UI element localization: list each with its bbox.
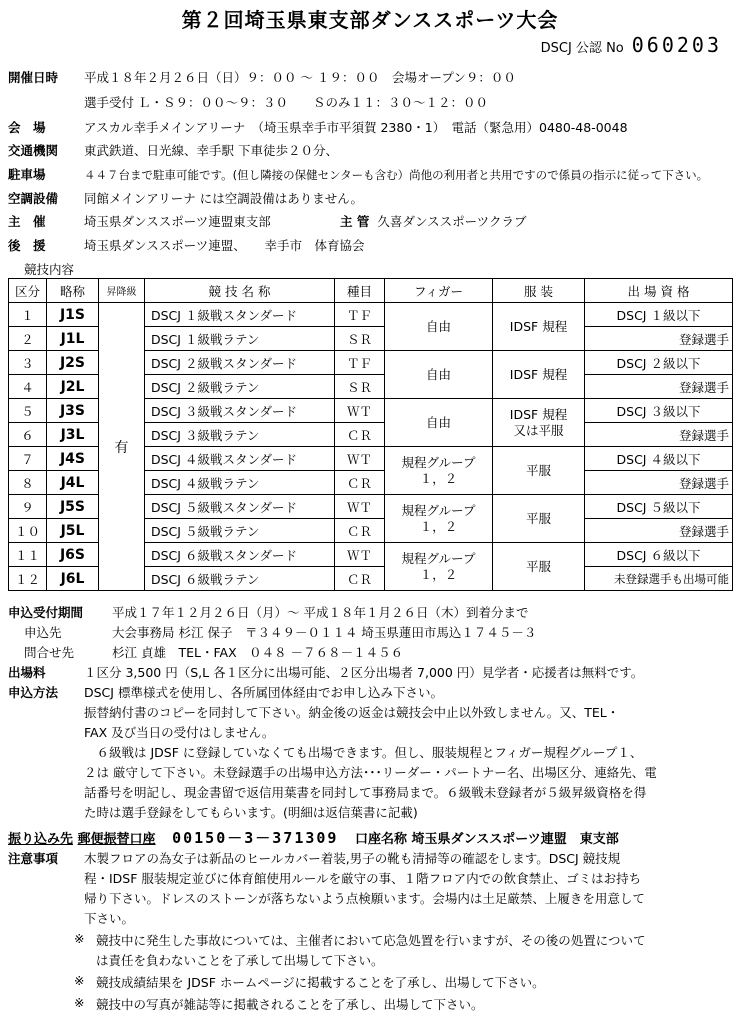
period-label: 申込受付期間 xyxy=(8,605,84,620)
venue-label: 会 場 xyxy=(8,120,46,135)
code-cell: J2S xyxy=(47,351,99,375)
approval-value: 060203 xyxy=(631,33,722,57)
code-cell: J3L xyxy=(47,423,99,447)
division-cell: ９ xyxy=(9,495,47,519)
qualification-cell: 登録選手 xyxy=(585,327,733,351)
remark-line: 競技成績結果を JDSF ホームページに掲載することを了承し、出場して下さい。 xyxy=(96,975,545,990)
qualification-cell: 登録選手 xyxy=(585,519,733,543)
remark-item xyxy=(8,973,732,993)
method-line: DSCJ 標準様式を使用し、各所属団体経由でお申し込み下さい。 xyxy=(84,685,443,700)
competition-name-cell: DSCJ ６級戦スタンダード xyxy=(145,543,335,567)
header-event: 種目 xyxy=(335,279,385,303)
figure-cell xyxy=(385,399,493,447)
dress-line: 平服 xyxy=(525,510,551,526)
figure-cell xyxy=(385,447,493,495)
remark-text xyxy=(96,931,646,971)
code-cell: J6L xyxy=(47,567,99,591)
figure-cell xyxy=(385,543,493,591)
notes-row xyxy=(8,849,732,929)
figure-line: 自由 xyxy=(425,318,451,334)
qualification-cell: DSCJ ６級以下 xyxy=(585,543,733,567)
reception-value: 選手受付 Ｌ・Ｓ９：００～９：３０ Ｓのみ１１：３０～１２：００ xyxy=(84,95,488,110)
parking-label: 駐車場 xyxy=(8,167,46,182)
period-row xyxy=(8,603,732,623)
competition-name-cell: DSCJ ３級戦ラテン xyxy=(145,423,335,447)
division-cell: ７ xyxy=(9,447,47,471)
parking-value: ４４７台まで駐車可能です。(但し隣接の保健センターも含む）尚他の利用者と共用ですので係員の指示に従って下さい。 xyxy=(84,168,709,182)
division-cell: １２ xyxy=(9,567,47,591)
organizer-label: 主 催 xyxy=(8,214,46,229)
organizer-value: 埼玉県ダンススポーツ連盟東支部 xyxy=(84,214,271,229)
remark-item xyxy=(8,995,732,1015)
competition-name-cell: DSCJ ２級戦スタンダード xyxy=(145,351,335,375)
bank-row xyxy=(8,827,732,849)
dress-cell xyxy=(493,543,585,591)
support-label: 後 援 xyxy=(8,238,46,253)
remarks-list xyxy=(8,931,732,1015)
remark-item xyxy=(8,931,732,971)
division-cell: ８ xyxy=(9,471,47,495)
document-title: 第２回埼玉県東支部ダンススポーツ大会 xyxy=(181,8,559,32)
code-cell: J4L xyxy=(47,471,99,495)
competition-name-cell: DSCJ ４級戦ラテン xyxy=(145,471,335,495)
parking-row xyxy=(8,165,708,183)
header-code: 略称 xyxy=(47,279,99,303)
code-cell: J2L xyxy=(47,375,99,399)
event-cell: ＣＲ xyxy=(335,519,385,543)
dress-line: 平服 xyxy=(525,462,551,478)
figure-line: １，２ xyxy=(419,566,458,582)
manager-value: 久喜ダンススポーツクラブ xyxy=(377,214,527,229)
date-row xyxy=(8,68,516,86)
dress-cell xyxy=(493,351,585,399)
qualification-cell: DSCJ ２級以下 xyxy=(585,351,733,375)
header-division: 区分 xyxy=(9,279,47,303)
event-cell: ＴＦ xyxy=(335,351,385,375)
method-line: ６級戦は JDSF に登録していなくても出場できます。但し、服装規程とフィガー規程グループ１、 xyxy=(84,745,643,760)
footer-block xyxy=(8,603,732,1015)
notes-line: 木製フロアの為女子は新品のヒールカバー着装,男子の靴も清掃等の確認をします。DSCJ 競技規 xyxy=(84,851,621,866)
figure-line: 規程グループ xyxy=(401,454,476,470)
competition-label: 競技内容 xyxy=(24,262,75,277)
division-cell: １０ xyxy=(9,519,47,543)
qualification-cell: 登録選手 xyxy=(585,471,733,495)
remark-line: 競技中に発生した事故については、主催者において応急処置を行いますが、その後の処置について xyxy=(96,933,646,948)
apply-to-label: 申込先 xyxy=(24,625,62,640)
header-promotion: 昇降級 xyxy=(99,279,145,303)
division-cell: １ xyxy=(9,303,47,327)
figure-line: 規程グループ xyxy=(401,550,476,566)
figure-cell xyxy=(385,351,493,399)
competition-name-cell: DSCJ ３級戦スタンダード xyxy=(145,399,335,423)
event-cell: ＳＲ xyxy=(335,375,385,399)
figure-cell xyxy=(385,303,493,351)
transport-label: 交通機関 xyxy=(8,143,59,158)
contact-row xyxy=(8,643,732,663)
method-line: ２は 厳守して下さい。未登録選手の出場申込方法･･･リーダー・パートナー名、出場区分、連絡先、電 xyxy=(84,765,657,780)
method-line: 話番号を明記し、現金書留で返信用葉書を同封して事務局まで。６級戦未登録者が５級昇級資格を得 xyxy=(84,785,647,800)
dress-line: IDSF 規程 xyxy=(509,366,568,382)
competition-name-cell: DSCJ ６級戦ラテン xyxy=(145,567,335,591)
fee-value: １区分 3,500 円（S,L 各１区分に出場可能、２区分出場者 7,000 円）見学者・応援者は無料です。 xyxy=(84,665,644,680)
bank-account: 00150－3－371309 xyxy=(172,829,339,847)
remark-text xyxy=(96,973,545,993)
remark-mark: ※ xyxy=(74,973,85,988)
date-label: 開催日時 xyxy=(8,70,59,85)
remark-line: 競技中の写真が雑誌等に掲載されることを了承し、出場して下さい。 xyxy=(96,997,484,1012)
code-cell: J5L xyxy=(47,519,99,543)
remark-line: は責任を負わないことを了承して出場して下さい。 xyxy=(96,953,384,968)
event-cell: ＴＦ xyxy=(335,303,385,327)
method-row xyxy=(8,683,732,823)
method-line: FAX 及び当日の受付はしません。 xyxy=(84,725,275,740)
code-cell: J5S xyxy=(47,495,99,519)
figure-line: １，２ xyxy=(419,470,458,486)
approval-label: DSCJ 公認 No xyxy=(540,41,624,56)
event-cell: ＳＲ xyxy=(335,327,385,351)
apply-to-value: 大会事務局 杉江 保子 〒３４９－０１１４ 埼玉県蓮田市馬込１７４５－３ xyxy=(112,625,537,640)
date-value: 平成１８年２月２６日（日）９：００ ～ １９：００ 会場オープン９：００ xyxy=(84,70,516,85)
division-cell: ４ xyxy=(9,375,47,399)
qualification-cell: 登録選手 xyxy=(585,375,733,399)
bank-name-label: 口座名称 xyxy=(355,832,408,847)
competition-name-cell: DSCJ １級戦ラテン xyxy=(145,327,335,351)
method-label: 申込方法 xyxy=(8,685,59,700)
code-cell: J3S xyxy=(47,399,99,423)
qualification-cell: DSCJ ３級以下 xyxy=(585,399,733,423)
dress-cell xyxy=(493,303,585,351)
fee-row xyxy=(8,663,732,683)
bank-label: 振り込み先 xyxy=(8,832,74,847)
aircon-value: 同館メインアリーナ には空調設備はありません。 xyxy=(84,191,363,206)
organizer-row xyxy=(8,212,527,230)
support-row xyxy=(8,236,365,254)
header-dress: 服 装 xyxy=(493,279,585,303)
dress-line: 又は平服 xyxy=(513,422,564,438)
dress-line: IDSF 規程 xyxy=(509,406,568,422)
division-cell: ６ xyxy=(9,423,47,447)
competition-name-cell: DSCJ ５級戦ラテン xyxy=(145,519,335,543)
event-cell: ＣＲ xyxy=(335,471,385,495)
dress-line: 平服 xyxy=(525,558,551,574)
method-text xyxy=(84,683,657,823)
dress-cell xyxy=(493,447,585,495)
bank-name: 埼玉県ダンススポーツ連盟 東支部 xyxy=(411,832,619,847)
header-qualification: 出 場 資 格 xyxy=(585,279,733,303)
code-cell: J1L xyxy=(47,327,99,351)
figure-line: １，２ xyxy=(419,518,458,534)
notes-line: 帰り下さい。ドレスのストーンが落ちないよう点検願います。会場内は土足厳禁、上履きを用意して xyxy=(84,891,645,906)
notes-label: 注意事項 xyxy=(8,851,59,866)
event-cell: ＷＴ xyxy=(335,495,385,519)
manager-label: 主 管 xyxy=(340,214,370,229)
event-cell: ＷＴ xyxy=(335,447,385,471)
figure-line: 自由 xyxy=(425,414,451,430)
table-header-row xyxy=(9,279,733,303)
transport-row xyxy=(8,141,338,159)
dress-cell xyxy=(493,399,585,447)
qualification-cell: 未登録選手も出場可能 xyxy=(585,567,733,591)
remark-mark: ※ xyxy=(74,931,85,946)
fee-label: 出場料 xyxy=(8,665,46,680)
qualification-cell: DSCJ ５級以下 xyxy=(585,495,733,519)
approval-number xyxy=(541,33,722,57)
transport-value: 東武鉄道、日光線、幸手駅 下車徒歩２０分、 xyxy=(84,143,338,158)
figure-line: 自由 xyxy=(425,366,451,382)
header-name: 競 技 名 称 xyxy=(145,279,335,303)
header-figure: フィガー xyxy=(385,279,493,303)
code-cell: J4S xyxy=(47,447,99,471)
figure-cell xyxy=(385,495,493,543)
qualification-cell: DSCJ ４級以下 xyxy=(585,447,733,471)
venue-row xyxy=(8,118,628,136)
event-cell: ＷＴ xyxy=(335,399,385,423)
dress-line: IDSF 規程 xyxy=(509,318,568,334)
contact-value: 杉江 貞雄 TEL・FAX ０４８ －７６８－１４５６ xyxy=(112,645,404,660)
notes-line: 下さい。 xyxy=(84,911,135,926)
aircon-label: 空調設備 xyxy=(8,191,59,206)
bank-type: 郵便振替口座 xyxy=(77,832,156,847)
notes-text xyxy=(84,849,645,929)
qualification-cell: 登録選手 xyxy=(585,423,733,447)
competition-name-cell: DSCJ ５級戦スタンダード xyxy=(145,495,335,519)
method-line: た時は選手登録をしてもらいます。(明細は返信葉書に記載) xyxy=(84,805,418,820)
code-cell: J6S xyxy=(47,543,99,567)
aircon-row xyxy=(8,189,363,207)
remark-text xyxy=(96,995,484,1015)
dress-cell xyxy=(493,495,585,543)
event-cell: ＣＲ xyxy=(335,423,385,447)
division-cell: １１ xyxy=(9,543,47,567)
contact-label: 問合せ先 xyxy=(24,645,75,660)
competition-name-cell: DSCJ １級戦スタンダード xyxy=(145,303,335,327)
period-value: 平成１７年１２月２６日（月）～ 平成１８年１月２６日（木）到着分まで xyxy=(112,605,529,620)
event-cell: ＷＴ xyxy=(335,543,385,567)
support-value: 埼玉県ダンススポーツ連盟、 幸手市 体育協会 xyxy=(84,238,365,253)
figure-line: 規程グループ xyxy=(401,502,476,518)
qualification-cell: DSCJ １級以下 xyxy=(585,303,733,327)
code-cell: J1S xyxy=(47,303,99,327)
division-cell: ５ xyxy=(9,399,47,423)
division-cell: ２ xyxy=(9,327,47,351)
competition-name-cell: DSCJ ２級戦ラテン xyxy=(145,375,335,399)
event-cell: ＣＲ xyxy=(335,567,385,591)
competition-table xyxy=(8,278,733,591)
division-cell: ３ xyxy=(9,351,47,375)
remark-mark: ※ xyxy=(74,995,85,1010)
table-row xyxy=(9,303,733,327)
venue-value: アスカル幸手メインアリーナ （埼玉県幸手市平須賀 2380・1） 電話（緊急用）0480-48-0048 xyxy=(84,120,628,135)
promotion-cell: 有 xyxy=(99,303,145,591)
method-line: 振替納付書のコピーを同封して下さい。納金後の返金は競技会中止以外致しません。又、TEL・ xyxy=(84,705,620,720)
notes-line: 程・IDSF 服装規定並びに体育館使用ルールを厳守の事、１階フロア内での飲食禁止、ゴミはお持ち xyxy=(84,871,642,886)
apply-to-row xyxy=(8,623,732,643)
competition-name-cell: DSCJ ４級戦スタンダード xyxy=(145,447,335,471)
